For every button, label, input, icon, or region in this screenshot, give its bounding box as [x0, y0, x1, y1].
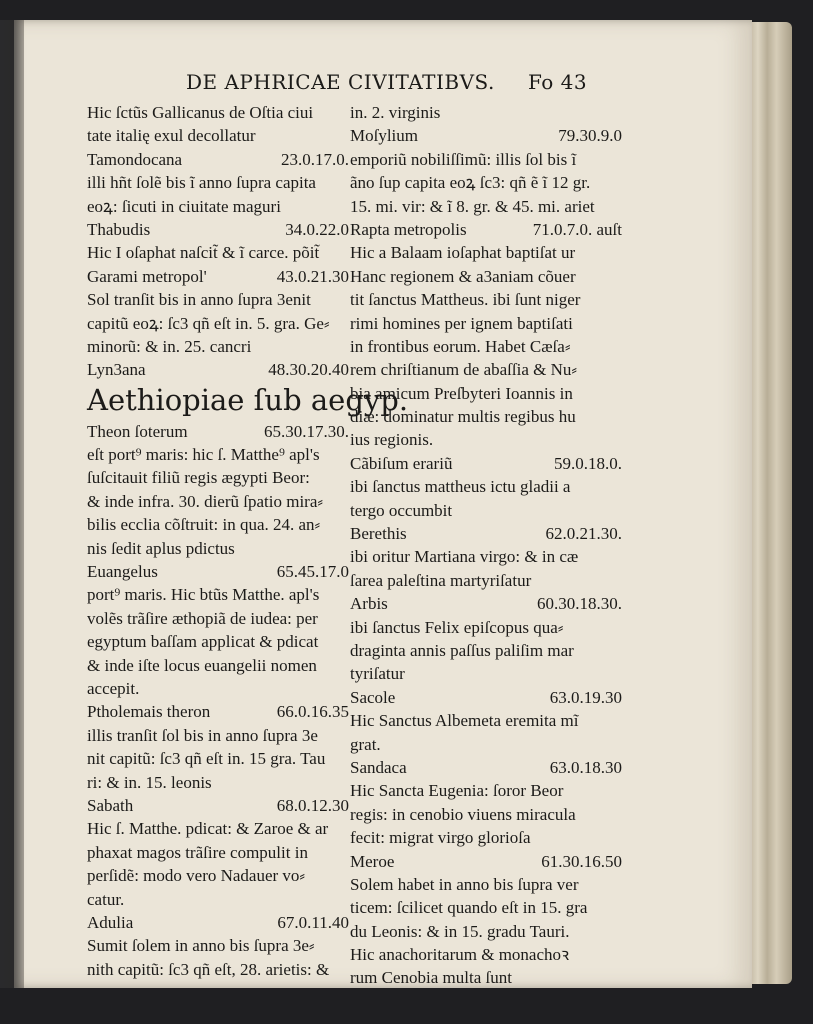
coordinate-value: 65.45.17.0	[276, 562, 349, 582]
text-line	[87, 630, 349, 653]
line-text: ius regionis.	[350, 430, 434, 450]
line-text: Tamondocana	[87, 149, 183, 169]
text-line	[87, 724, 349, 747]
line-text: ſuſcitauit filiũ regis ægypti Beor:	[87, 468, 310, 488]
text-line	[87, 888, 349, 911]
line-text: illis tranſit ſol bis in anno ſupra 3e	[87, 725, 318, 745]
text-line	[350, 288, 622, 311]
text-line	[350, 733, 622, 756]
coordinate-value: 66.0.16.35	[276, 702, 349, 722]
line-text: Hic a Balaam ioſaphat baptiſat ur	[350, 243, 576, 263]
line-text: eoꝝ: ſicuti in ciuitate maguri	[87, 196, 281, 216]
line-text: 15. mi. vir: & ĩ 8. gr. & 45. mi. ariet	[350, 196, 595, 216]
coordinate-value: 60.30.18.30.	[537, 594, 622, 614]
line-text: in. 2. virginis	[350, 103, 441, 122]
text-line	[350, 826, 622, 849]
coordinate-value: 71.0.7.0. auſt	[532, 219, 622, 239]
text-line	[350, 803, 622, 826]
text-line	[87, 583, 349, 606]
line-text: catur.	[87, 889, 125, 909]
line-text: capitũ eoꝝ: ſc3 qñ eſt in. 5. gra. Ge⸗	[87, 313, 330, 333]
coordinate-value: 68.0.12.30	[276, 795, 349, 815]
running-head-title: DE APHRICAE CIVITATIBVS.	[186, 70, 495, 94]
text-line	[87, 911, 349, 934]
coordinate-value: 79.30.9.0	[558, 126, 622, 146]
line-text: Adulia	[87, 912, 134, 932]
coordinate-value: 23.0.17.0.	[281, 149, 349, 169]
line-text: in frontibus eorum. Habet Cæſa⸗	[350, 336, 571, 356]
coordinate-value: 62.0.21.30.	[545, 524, 622, 544]
line-text: Hic Sanctus Albemeta eremita mĩ	[350, 711, 579, 731]
text-line	[350, 850, 622, 873]
coordinate-value: 67.0.11.40	[277, 912, 349, 932]
line-text: tit ſanctus Mattheus. ibi ſunt niger	[350, 290, 581, 310]
text-line	[87, 171, 349, 194]
text-line	[350, 428, 622, 451]
text-line	[350, 616, 622, 639]
line-text: Meroe	[350, 851, 395, 871]
text-line	[87, 101, 349, 124]
line-text: accepit.	[87, 678, 140, 698]
line-text: fecit: migrat virgo glorioſa	[350, 828, 531, 848]
line-text: Euangelus	[87, 562, 158, 582]
line-text: Garami metropol'	[87, 266, 207, 286]
line-text: Berethis	[350, 524, 407, 544]
text-line	[87, 312, 349, 335]
line-text: port⁹ maris. Hic btũs Matthe. apl's	[87, 585, 320, 605]
line-text: nith capitũ: ſc3 qñ eſt, 28. arietis: &	[87, 959, 330, 979]
text-line	[350, 662, 622, 685]
line-text: grat.	[350, 734, 381, 754]
text-line	[350, 382, 622, 405]
text-line	[87, 747, 349, 770]
line-text: regis: in cenobio viuens miracula	[350, 804, 576, 824]
text-line	[87, 934, 349, 957]
line-text: tergo occumbit	[350, 500, 453, 520]
text-line	[350, 101, 622, 124]
text-line	[350, 475, 622, 498]
line-text: tate italię exul decollatur	[87, 126, 256, 146]
line-text: Moſylium	[350, 126, 419, 146]
text-line	[87, 195, 349, 218]
right-text-column	[350, 101, 622, 990]
text-line	[350, 686, 622, 709]
text-line	[87, 443, 349, 466]
text-line	[87, 817, 349, 840]
text-line	[350, 171, 622, 194]
line-text: Sacole	[350, 687, 396, 707]
line-text: bia amicum Preſbyteri Ioannis in	[350, 383, 573, 403]
text-line	[350, 312, 622, 335]
text-line	[350, 195, 622, 218]
running-head	[186, 70, 606, 100]
text-line	[350, 639, 622, 662]
line-text: tyriſatur	[350, 664, 405, 684]
text-line	[87, 560, 349, 583]
line-text: rimi homines per ignem baptiſati	[350, 313, 573, 333]
text-line	[350, 499, 622, 522]
line-text: & inde iſte locus euangelii nomen	[87, 655, 317, 675]
line-text: ibi ſanctus Felix epiſcopus qua⸗	[350, 617, 564, 637]
line-text: bilis ecclia cõſtruit: in qua. 24. an⸗	[87, 515, 321, 535]
text-line	[350, 241, 622, 264]
text-line	[350, 966, 622, 989]
line-text: ãno ſup capita eoꝝ ſc3: qñ ẽ ĩ 12 gr.	[350, 173, 591, 193]
text-line	[87, 490, 349, 513]
line-text: phaxat magos trãſire compulit in	[87, 842, 308, 862]
line-text: egyptum baſſam applicat & pdicat	[87, 632, 319, 652]
line-text: minorũ: & in. 25. cancri	[87, 336, 252, 356]
text-line	[87, 654, 349, 677]
text-line	[87, 794, 349, 817]
line-text: Solem habet in anno bis ſupra ver	[350, 874, 579, 894]
line-text: perſidẽ: modo vero Nadauer vo⸗	[87, 866, 306, 886]
text-line	[350, 943, 622, 966]
line-text: illi hñt ſolẽ bis ĩ anno ſupra capita	[87, 173, 316, 193]
coordinate-value: 34.0.22.0	[285, 219, 349, 239]
text-line	[350, 779, 622, 802]
folio-number: Fo 43	[528, 70, 588, 94]
coordinate-value: 48.30.20.40	[268, 360, 349, 380]
line-text: Lyn3ana	[87, 360, 146, 380]
line-text: Hic I oſaphat naſcit̃ & ĩ carce. põit̃	[87, 243, 320, 263]
line-text: ibi ſanctus mattheus ictu gladii a	[350, 477, 571, 497]
line-text: Hanc regionem & a3aniam cõuer	[350, 266, 576, 286]
line-text: Arbis	[350, 594, 388, 614]
binding-shadow	[0, 20, 24, 988]
coordinate-value: 63.0.18.30	[549, 757, 622, 777]
text-line	[87, 466, 349, 489]
text-line	[350, 873, 622, 896]
coordinate-value: 43.0.21.30	[276, 266, 349, 286]
text-line	[87, 771, 349, 794]
coordinate-value: 59.0.18.0.	[554, 453, 622, 473]
text-line	[87, 420, 349, 443]
line-text: ibi oritur Martiana virgo: & in cæ	[350, 547, 579, 567]
line-text: Cãbiſum erariũ	[350, 453, 453, 473]
text-line	[350, 522, 622, 545]
line-text: eſt port⁹ maris: hic ſ. Matthe⁹ apl's	[87, 445, 320, 465]
line-text: & inde infra. 30. dierũ ſpatio mira⸗	[87, 491, 324, 511]
text-line	[350, 148, 622, 171]
text-line	[350, 358, 622, 381]
text-line	[87, 537, 349, 560]
text-line	[350, 569, 622, 592]
line-text: du Leonis: & in 15. gradu Tauri.	[350, 921, 570, 941]
line-text: Hic ſctũs Gallicanus de Oſtia ciui	[87, 103, 314, 122]
text-line	[87, 700, 349, 723]
line-text: Sandaca	[350, 757, 407, 777]
coordinate-value: 61.30.16.50	[541, 851, 622, 871]
text-line	[350, 218, 622, 241]
line-text: ri: & in. 15. leonis	[87, 772, 212, 792]
text-line	[87, 677, 349, 700]
text-line	[350, 335, 622, 358]
coordinate-value: 65.30.17.30.	[264, 421, 349, 441]
text-line	[87, 958, 349, 981]
text-line	[350, 124, 622, 147]
line-text: rem chriſtianum de abaſſia & Nu⸗	[350, 360, 578, 380]
text-line	[87, 218, 349, 241]
text-line	[350, 756, 622, 779]
line-text: nit capitũ: ſc3 qñ eſt in. 15 gra. Tau	[87, 749, 326, 769]
text-line	[87, 513, 349, 536]
line-text: draginta annis paſſus paliſim mar	[350, 640, 574, 660]
text-line	[87, 358, 349, 381]
text-line	[87, 335, 349, 358]
text-line	[87, 124, 349, 147]
text-line	[350, 265, 622, 288]
text-line	[350, 545, 622, 568]
line-text: Ptholemais theron	[87, 702, 211, 722]
line-text: Hic Sancta Eugenia: ſoror Beor	[350, 781, 564, 801]
line-text: Rapta metropolis	[350, 219, 467, 239]
line-text: Sol tranſit bis in anno ſupra 3enit	[87, 290, 311, 310]
line-text: rum Cenobia multa ſunt	[350, 968, 512, 988]
line-text: nis ſedit aplus pdictus	[87, 538, 235, 558]
line-text: Sumit ſolem in anno bis ſupra 3e⸗	[87, 936, 315, 956]
text-line	[87, 841, 349, 864]
line-text: Hic ſ. Matthe. pdicat: & Zaroe & ar	[87, 819, 329, 839]
line-text: volẽs trãſire æthopiã de iudea: per	[87, 608, 318, 628]
coordinate-value: 63.0.19.30	[549, 687, 622, 707]
text-line	[350, 592, 622, 615]
text-line	[350, 896, 622, 919]
text-line	[350, 405, 622, 428]
line-text: Hic anachoritarum & monachoꝛ	[350, 945, 570, 965]
line-text: ticem: ſcilicet quando eſt in 15. gra	[350, 898, 588, 918]
text-line	[87, 241, 349, 264]
text-line	[87, 607, 349, 630]
text-line	[87, 864, 349, 887]
line-text: emporiũ nobiliſſimũ: illis ſol bis ĩ	[350, 149, 577, 169]
text-line	[350, 452, 622, 475]
line-text: Thabudis	[87, 219, 151, 239]
line-text: Sabath	[87, 795, 134, 815]
text-line	[350, 709, 622, 732]
line-text: ſarea paleſtina martyriſatur	[350, 570, 532, 590]
text-line	[87, 148, 349, 171]
line-text: Theon ſoterum	[87, 421, 188, 441]
text-line	[87, 288, 349, 311]
section-heading	[87, 382, 409, 420]
line-text: Aethiopiae ſub aegyp.	[87, 382, 409, 417]
line-text: diæ: dominatur multis regibus hu	[350, 407, 576, 427]
text-line	[350, 920, 622, 943]
text-line	[87, 265, 349, 288]
